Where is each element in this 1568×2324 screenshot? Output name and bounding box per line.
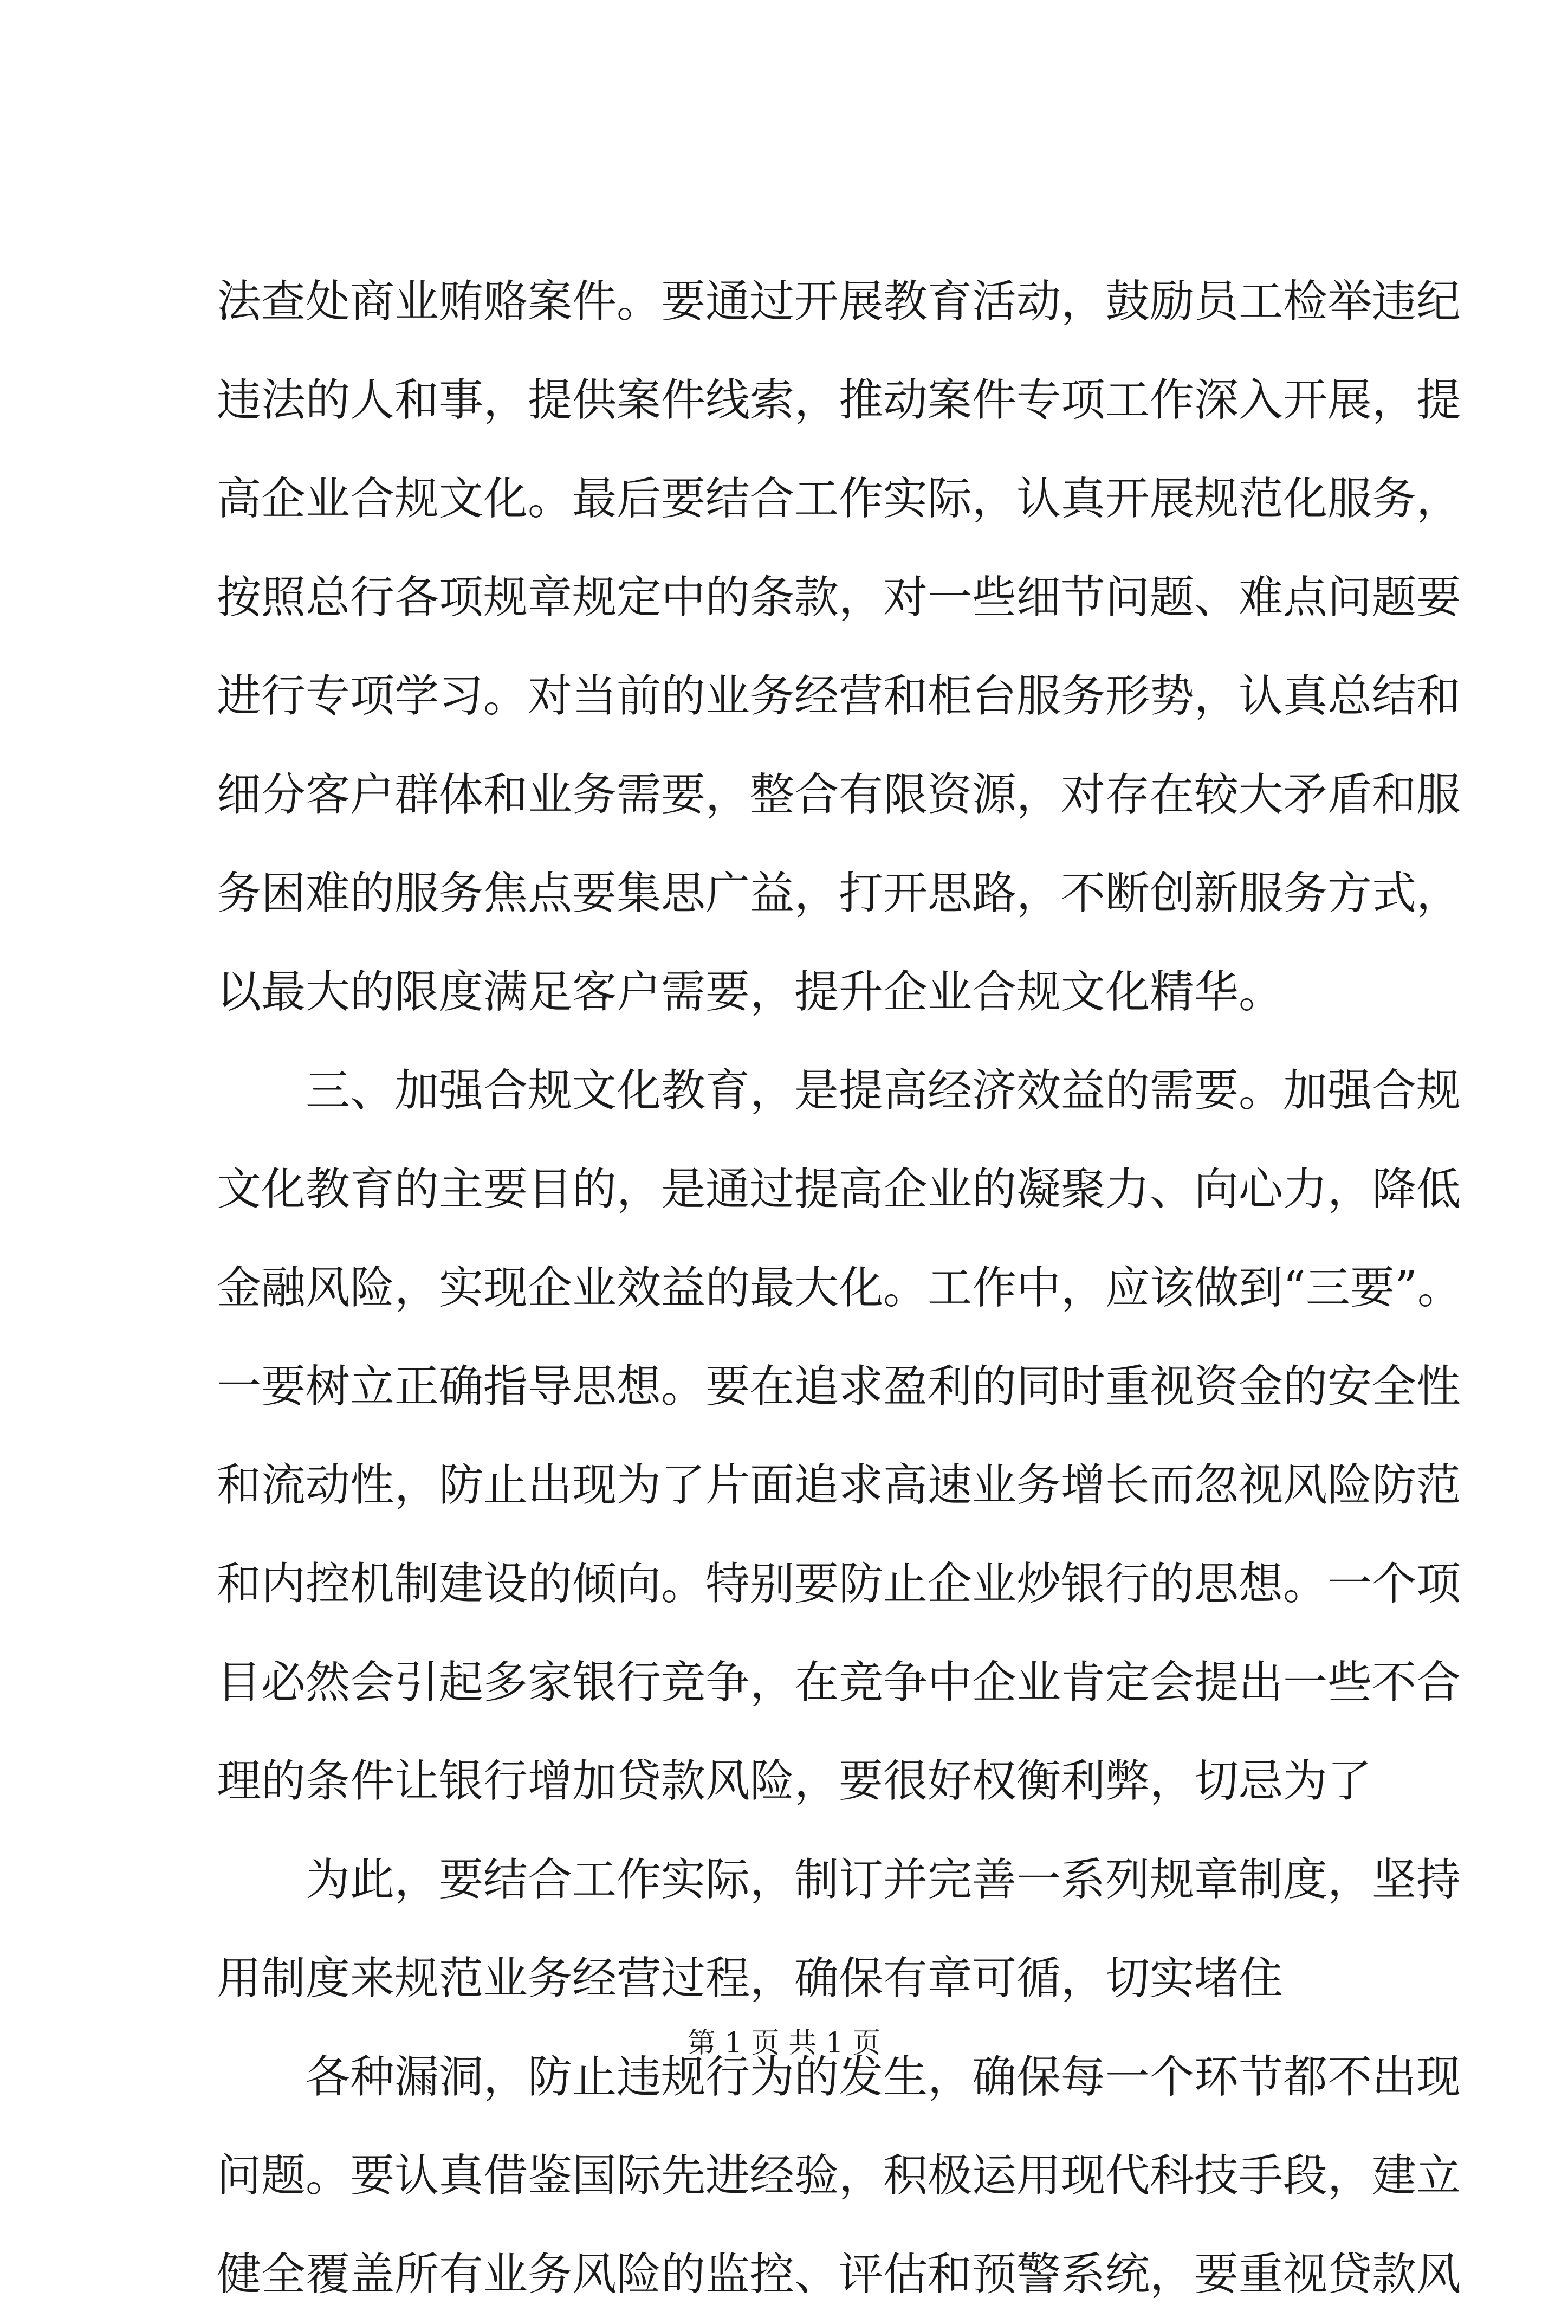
body-text	[217, 253, 1462, 2324]
text-line: 用制度来规范业务经营过程，确保有章可循，切实堵住	[217, 1953, 1284, 2004]
text-line: 法查处商业贿赂案件。要通过开展教育活动，鼓励员工检举违纪	[217, 276, 1461, 327]
text-line: 按照总行各项规章规定中的条款，对一些细节问题、难点问题要	[217, 572, 1461, 623]
text-line: 高企业合规文化。最后要结合工作实际，认真开展规范化服务，	[217, 473, 1461, 525]
text-line: 一要树立正确指导思想。要在追求盈利的同时重视资金的安全性	[217, 1361, 1461, 1412]
text-line: 问题。要认真借鉴国际先进经验，积极运用现代科技手段，建立	[217, 2150, 1461, 2202]
paragraph-start-line: 三、加强合规文化教育，是提高经济效益的需要。加强合规	[306, 1065, 1461, 1116]
text-line: 细分客户群体和业务需要，整合有限资源，对存在较大矛盾和服	[217, 769, 1461, 821]
paragraph-start-line: 各种漏洞，防止违规行为的发生，确保每一个环节都不出现	[306, 2051, 1461, 2103]
text-line: 务困难的服务焦点要集思广益，打开思路，不断创新服务方式，	[217, 868, 1461, 919]
page-number-footer: 第 1 页 共 1 页	[687, 2027, 881, 2060]
text-line: 和内控机制建设的倾向。特别要防止企业炒银行的思想。一个项	[217, 1558, 1461, 1610]
text-line: 和流动性，防止出现为了片面追求高速业务增长而忽视风险防范	[217, 1460, 1461, 1511]
text-line: 违法的人和事，提供案件线索，推动案件专项工作深入开展，提	[217, 375, 1461, 426]
text-line: 文化教育的主要目的，是通过提高企业的凝聚力、向心力，降低	[217, 1164, 1461, 1215]
text-line: 金融风险，实现企业效益的最大化。工作中，应该做到“三要”。	[217, 1262, 1462, 1314]
text-line: 以最大的限度满足客户需要，提升企业合规文化精华。	[217, 966, 1284, 1018]
text-line: 理的条件让银行增加贷款风险，要很好权衡利弊，切忌为了	[217, 1755, 1372, 1807]
text-line: 健全覆盖所有业务风险的监控、评估和预警系统，要重视贷款风	[217, 2249, 1461, 2300]
text-line: 目必然会引起多家银行竞争，在竞争中企业肯定会提出一些不合	[217, 1657, 1461, 1708]
paragraph-start-line: 为此，要结合工作实际，制订并完善一系列规章制度，坚持	[306, 1854, 1461, 1906]
text-line: 进行专项学习。对当前的业务经营和柜台服务形势，认真总结和	[217, 670, 1461, 722]
